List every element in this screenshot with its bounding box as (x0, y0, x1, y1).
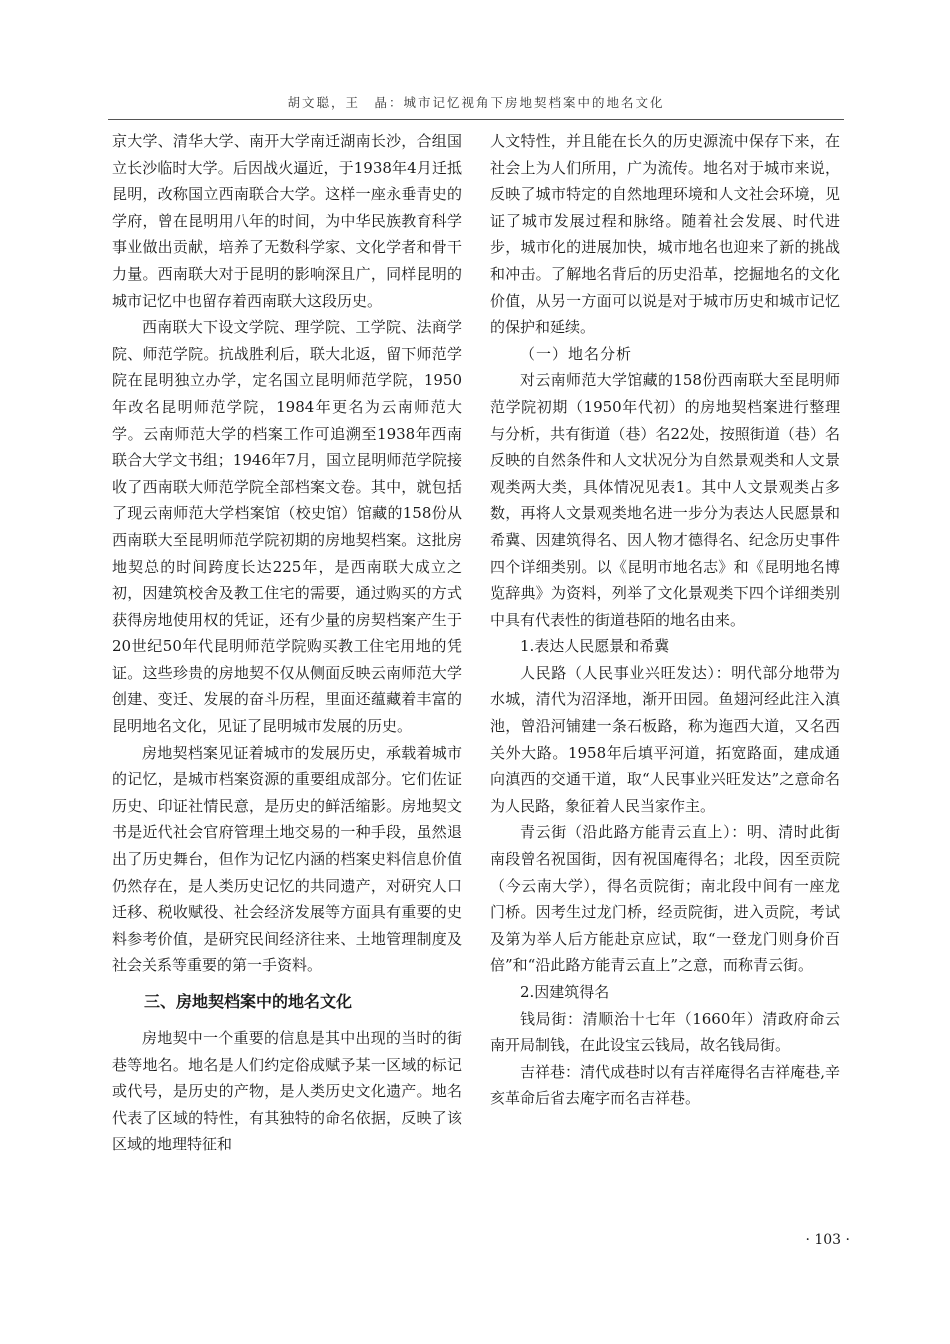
paragraph: 房地契档案见证着城市的发展历史，承载着城市的记忆，是城市档案资源的重要组成部分。它们佐证历史、印证社情民意，是历史的鲜活缩影。房地契文书是近代社会官府管理土地交易的一种手段，虽然退出了历史舞台，但作为记忆内涵的档案史料信息价值仍然存在，是人类历史记忆的共同遗产，对研究人口迁移、税收赋役、社会经济发展等方面具有重要的史料参考价值，是研究民间经济往来、土地管理制度及社会关系等重要的第一手资料。 (112, 743, 462, 975)
paragraph: 吉祥巷：清代成巷时以有吉祥庵得名吉祥庵巷,辛亥革命后省去庵字而名吉祥巷。 (490, 1062, 840, 1108)
paragraph: 西南联大下设文学院、理学院、工学院、法商学院、师范学院。抗战胜利后，联大北返，留下师范学院在昆明独立办学，定名国立昆明师范学院，1950年改名昆明师范学院，1984年更名为云南师范大学。云南师范大学的档案工作可追溯至1938年西南联合大学文书组；1946年7月，国立昆明师范学院接收了西南联大师范学院全部档案文卷。其中，就包括了现云南师范大学档案馆（校史馆）馆藏的158份从西南联大至昆明师范学院初期的房地契档案。这批房地契总的时间跨度长达225年，是西南联大成立之初，因建筑校舍及教工住宅的需要，通过购买的方式获得房地使用权的凭证，还有少量的房契档案产生于20世纪50年代昆明师范学院购买教工住宅用地的凭证。这些珍贵的房地契不仅从侧面反映云南师范大学创建、变迁、发展的奋斗历程，里面还蕴藏着丰富的昆明地名文化，见证了昆明城市发展的历史。 (112, 318, 462, 736)
right-column (490, 128, 840, 1112)
paragraph: 房地契中一个重要的信息是其中出现的当时的街巷等地名。地名是人们约定俗成赋予某一区域的标记或代号，是历史的产物，是人类历史文化遗产。地名代表了区域的特性，有其独特的命名依据，反映了该区域的地理特征和 (112, 1029, 462, 1154)
paragraph: 人文特性，并且能在长久的历史源流中保存下来，在社会上为人们所用，广为流传。地名对于城市来说，反映了城市特定的自然地理环境和人文社会环境，见证了城市发展过程和脉络。随着社会发展、时代进步，城市化的进展加快，城市地名也迎来了新的挑战和冲击。了解地名背后的历史沿革，挖掘地名的文化价值，从另一方面可以说是对于城市历史和城市记忆的保护和延续。 (490, 132, 840, 337)
paragraph: 对云南师范大学馆藏的158份西南联大至昆明师范学院初期（1950年代初）的房地契档案进行整理与分析，共有街道（巷）名22处，按照街道（巷）名反映的自然条件和人文状况分为自然景观类和人文景观类两大类，具体情况见表1。其中人文景观类占多数，再将人文景观类地名进一步分为表达人民愿景和希冀、因建筑得名、因人物才德得名、纪念历史事件四个详细类别。以《昆明市地名志》和《昆明地名博览辞典》为资料，列举了文化景观类下四个详细类别中具有代表性的街道巷陌的地名由来。 (490, 371, 840, 629)
paragraph: 钱局街：清顺治十七年（1660年）清政府命云南开局制钱，在此设宝云钱局，故名钱局街。 (490, 1009, 840, 1055)
paragraph: 人民路（人民事业兴旺发达）：明代部分地带为水城，清代为沼泽地，渐开田园。鱼翅河经此注入滇池，曾沿河铺建一条石板路，称为迤西大道，又名西关外大路。1958年后填平河道，拓宽路面，建成通向滇西的交通干道，取“人民事业兴旺发达”之意命名为人民路，象征着人民当家作主。 (490, 663, 840, 815)
item-heading: 2.因建筑得名 (520, 983, 610, 1001)
paragraph: 京大学、清华大学、南开大学南迁湖南长沙，合组国立长沙临时大学。后因战火逼近，于1938年4月迁抵昆明，改称国立西南联合大学。这样一座永垂青史的学府，曾在昆明用八年的时间，为中华民族教育科学事业做出贡献，培养了无数科学家、文化学者和骨干力量。西南联大对于昆明的影响深且广，同样昆明的城市记忆中也留存着西南联大这段历史。 (112, 132, 462, 310)
page-number: · 103 · (805, 1232, 850, 1248)
paragraph: 青云街（沿此路方能青云直上）：明、清时此街南段曾名祝国街，因有祝国庵得名；北段，因至贡院（今云南大学），得名贡院街；南北段中间有一座龙门桥。因考生过龙门桥，经贡院街，进入贡院，考试及第为举人后方能赴京应试，取“一登龙门则身价百倍”和“沿此路方能青云直上”之意，而称青云街。 (490, 823, 840, 975)
header-rule (108, 119, 844, 120)
left-column (112, 128, 462, 1158)
section-heading: 三、房地契档案中的地名文化 (144, 992, 353, 1011)
item-heading: 1.表达人民愿景和希冀 (520, 637, 670, 656)
subsection-heading: （一）地名分析 (520, 344, 633, 363)
running-header: 胡文聪，王 晶：城市记忆视角下房地契档案中的地名文化 (287, 95, 665, 110)
